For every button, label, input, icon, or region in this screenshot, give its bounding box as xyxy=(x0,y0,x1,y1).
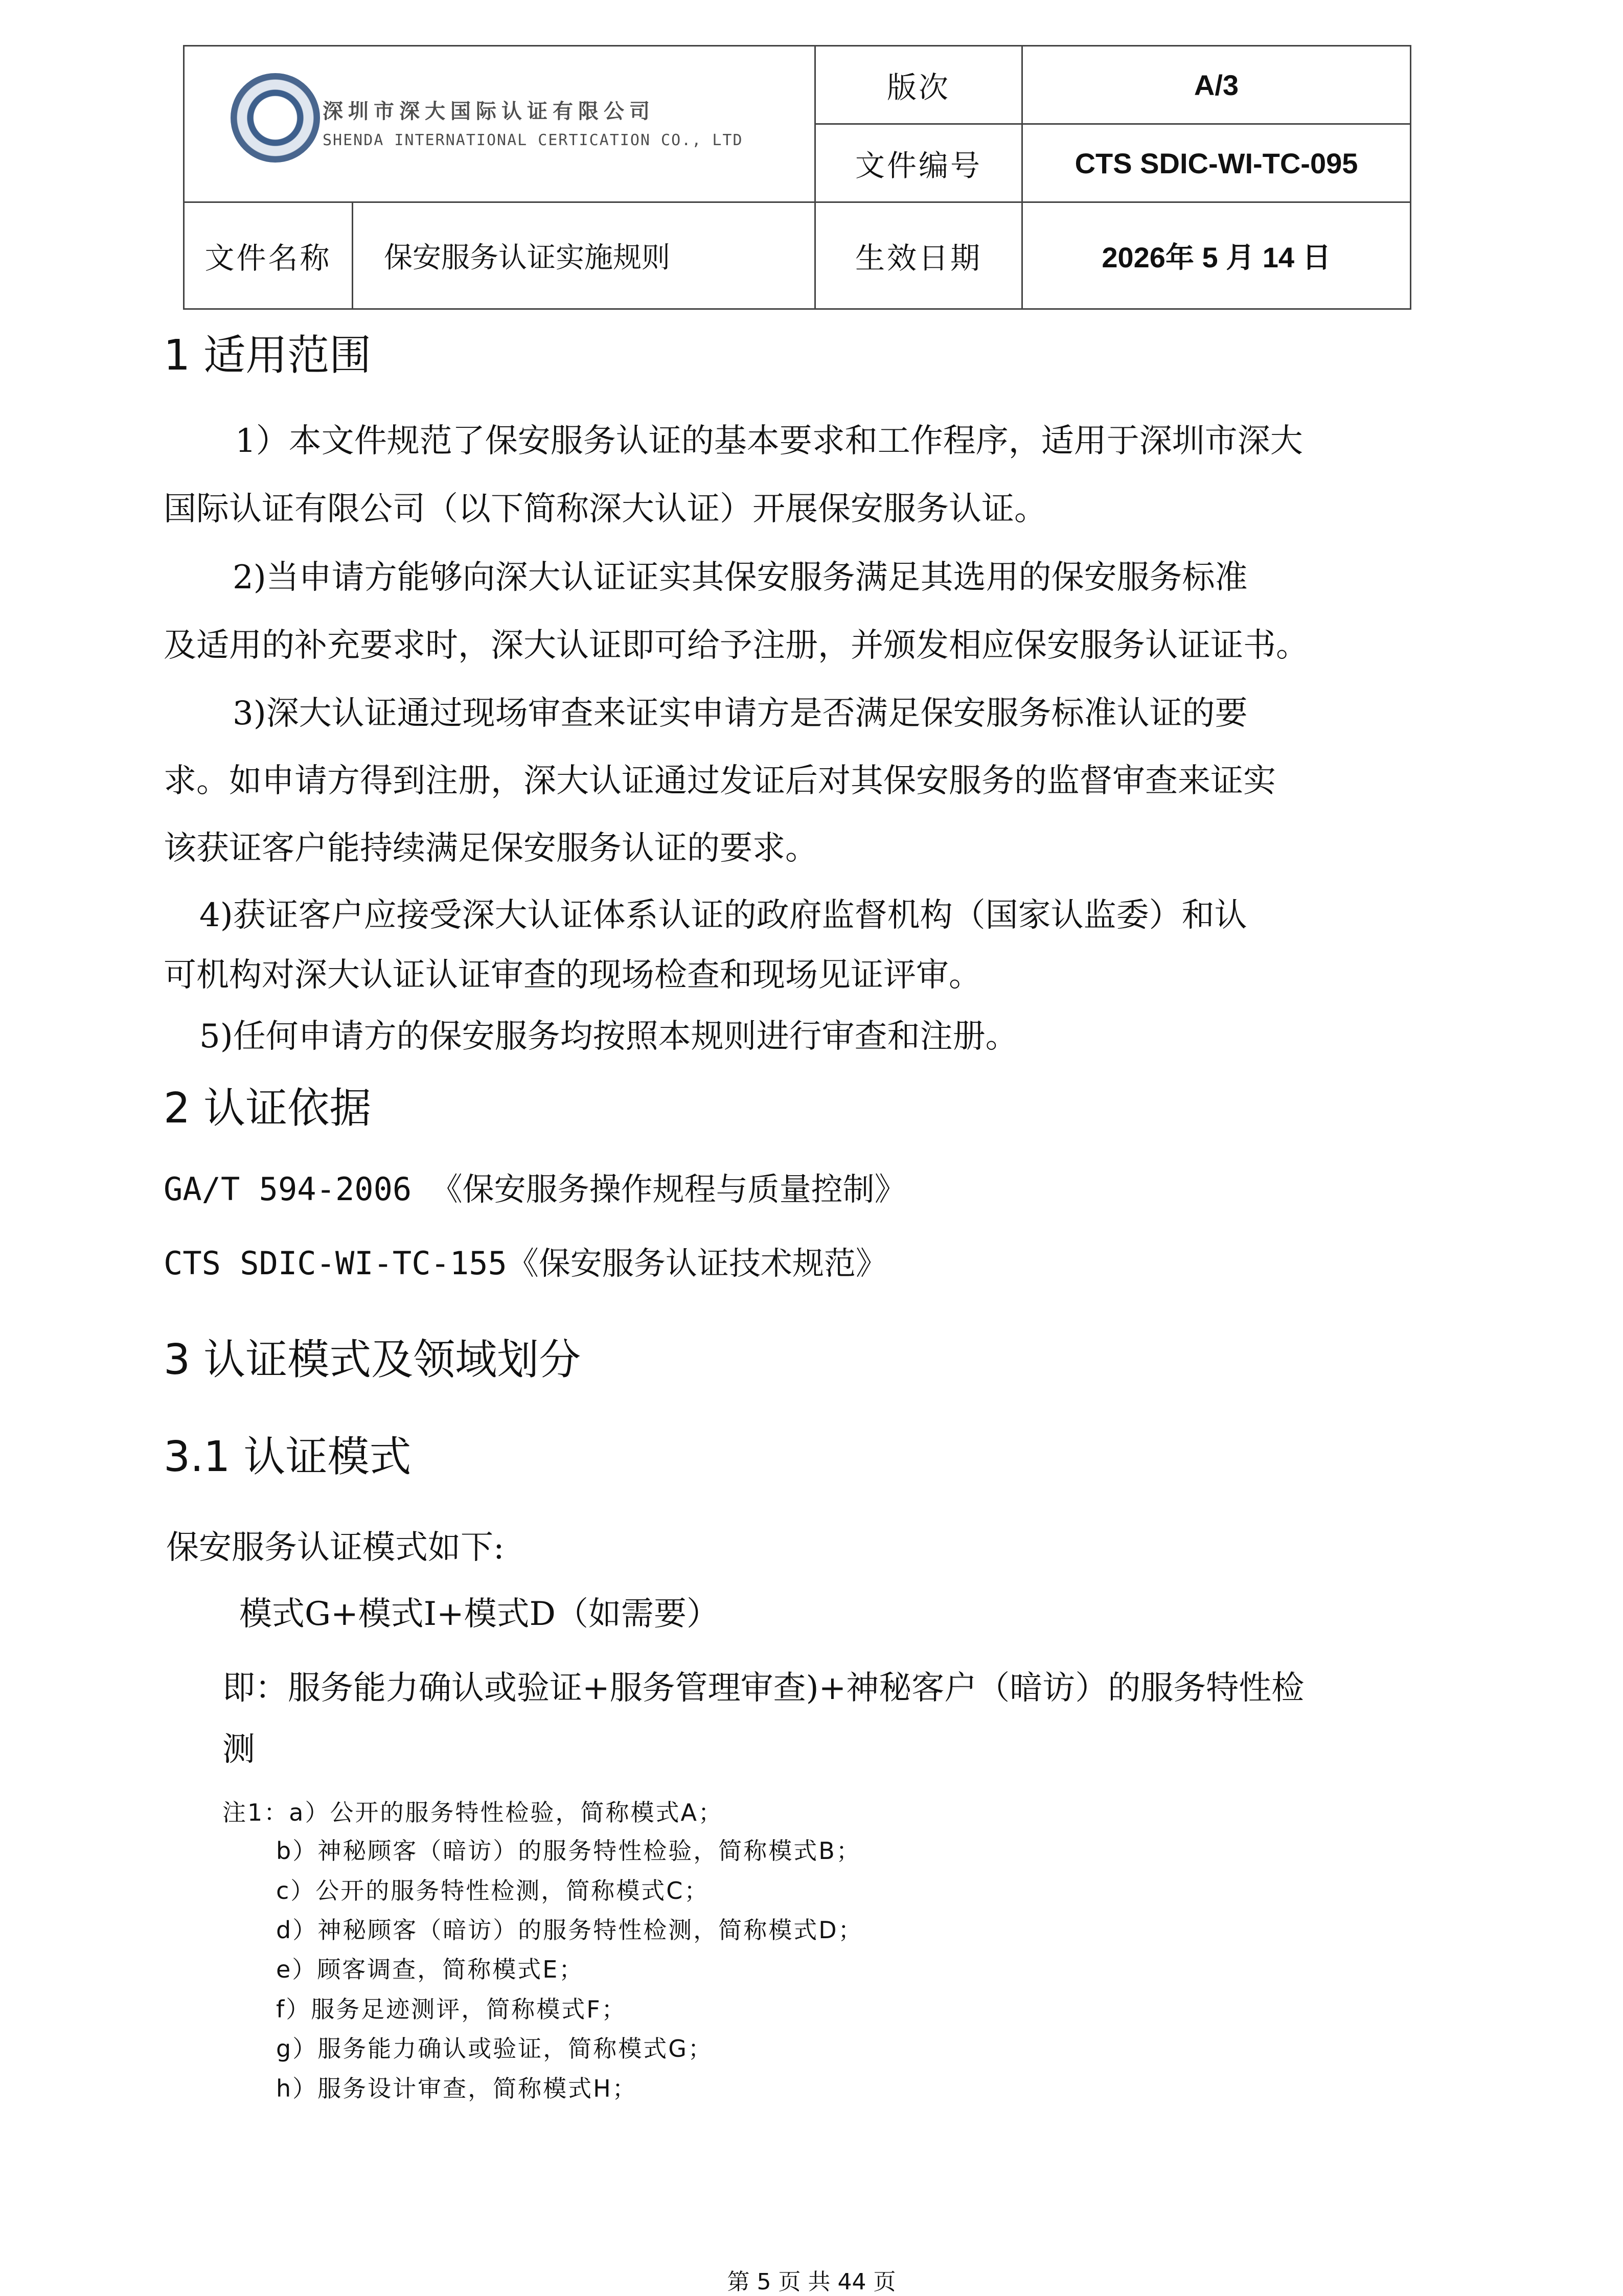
s1-para3-line2: 求。如申请方得到注册，深大认证通过发证后对其保安服务的监督审查来证实 xyxy=(164,762,1276,800)
version-label: 版次 xyxy=(815,46,1022,124)
doc-number-label: 文件编号 xyxy=(815,124,1022,202)
section-3-1-title: 3.1 认证模式 xyxy=(164,1433,412,1481)
s1-para3-line3: 该获证客户能持续满足保安服务认证的要求。 xyxy=(164,830,818,867)
note-item: b）神秘顾客（暗访）的服务特性检验，简称模式B； xyxy=(276,1837,861,1865)
note-item: d）神秘顾客（暗访）的服务特性检测，简称模式D； xyxy=(276,1916,863,1944)
effective-date-value: 2026年 5 月 14 日 xyxy=(1022,202,1411,309)
s1-para1-line2: 国际认证有限公司（以下简称深大认证）开展保安服务认证。 xyxy=(164,490,1047,528)
company-name-cn: 深圳市深大国际认证有限公司 xyxy=(323,100,655,123)
s1-para1-line1: 1）本文件规范了保安服务认证的基本要求和工作程序，适用于深圳市深大 xyxy=(235,422,1303,460)
section-3-title: 3 认证模式及领域划分 xyxy=(164,1336,581,1384)
s1-para2-line1: 2)当申请方能够向深大认证证实其保安服务满足其选用的保安服务标准 xyxy=(233,559,1248,596)
effective-date-label: 生效日期 xyxy=(815,202,1022,309)
doc-name-value: 保安服务认证实施规则 xyxy=(353,202,815,309)
note-item: 注1：a）公开的服务特性检验，简称模式A； xyxy=(222,1799,723,1826)
note-item: c）公开的服务特性检测，简称模式C； xyxy=(276,1877,710,1904)
s1-para4-line2: 可机构对深大认证认证审查的现场检查和现场见证评审。 xyxy=(164,956,981,994)
note-item: e）顾客调查，简称模式E； xyxy=(276,1956,584,1983)
s1-para4-line1: 4)获证客户应接受深大认证体系认证的政府监督机构（国家认监委）和认 xyxy=(199,897,1247,934)
s1-para2-line2: 及适用的补充要求时，深大认证即可给予注册，并颁发相应保安服务认证证书。 xyxy=(164,627,1309,664)
note-item: f）服务足迹测评，简称模式F； xyxy=(276,1995,627,2023)
company-logo-icon xyxy=(231,73,320,163)
section-2-title: 2 认证依据 xyxy=(164,1084,372,1133)
document-header-table xyxy=(183,45,1411,310)
s31-mode: 模式G+模式I+模式D（如需要） xyxy=(239,1595,719,1633)
note-item: h）服务设计审查，简称模式H； xyxy=(276,2075,637,2102)
s31-desc-line1: 即：服务能力确认或验证+服务管理审查)+神秘客户（暗访）的服务特性检 xyxy=(222,1669,1305,1707)
doc-number-value: CTS SDIC-WI-TC-095 xyxy=(1022,124,1411,202)
s2-reference-1: GA/T 594-2006 《保安服务操作规程与质量控制》 xyxy=(164,1170,906,1208)
page-number-footer: 第 5 页 共 44 页 xyxy=(727,2269,896,2295)
s31-desc-line2: 测 xyxy=(222,1731,255,1769)
company-name-en: SHENDA INTERNATIONAL CERTICATION CO., LTD xyxy=(323,131,743,149)
s1-para5-line1: 5)任何申请方的保安服务均按照本规则进行审查和注册。 xyxy=(199,1018,1018,1055)
s2-reference-2: CTS SDIC-WI-TC-155《保安服务认证技术规范》 xyxy=(164,1245,887,1282)
company-logo-cell xyxy=(184,46,815,202)
version-value: A/3 xyxy=(1022,46,1411,124)
section-1-title: 1 适用范围 xyxy=(164,331,372,380)
s1-para3-line1: 3)深大认证通过现场审查来证实申请方是否满足保安服务标准认证的要 xyxy=(233,695,1248,732)
doc-name-label: 文件名称 xyxy=(184,202,353,309)
note-item: g）服务能力确认或验证，简称模式G； xyxy=(276,2035,713,2062)
s31-intro: 保安服务认证模式如下: xyxy=(166,1529,505,1567)
